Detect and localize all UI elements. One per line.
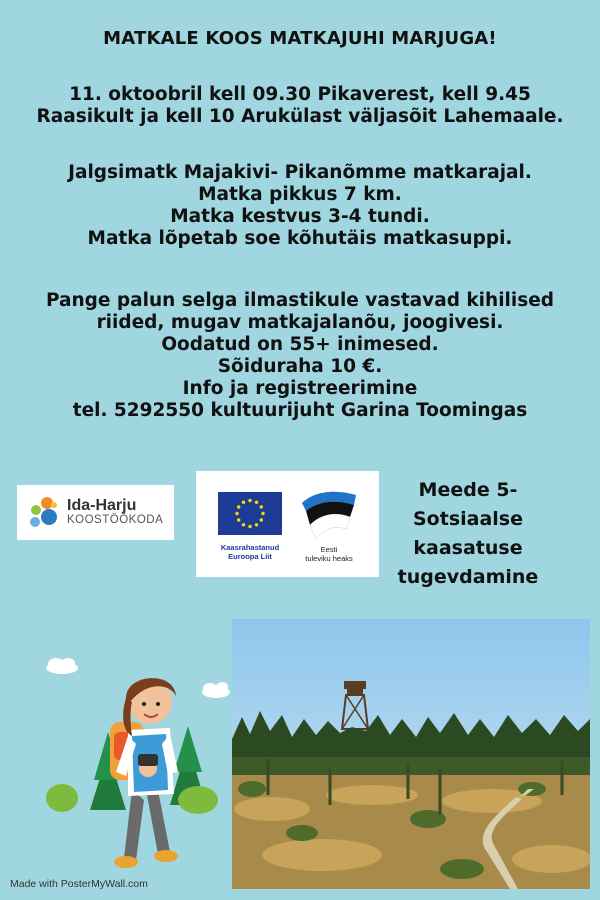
ida-harju-logo [17, 485, 174, 540]
ida-harju-dots-icon [27, 496, 59, 530]
schedule-line: 11. oktoobril kell 09.30 Pikaverest, kell 9.45 [69, 84, 531, 105]
hiker-illustration [20, 640, 235, 875]
bog-landscape-photo [232, 619, 590, 889]
audience-note: Oodatud on 55+ inimesed. [161, 334, 439, 355]
measure-title [380, 476, 556, 592]
ida-harju-name: Ida-Harju [67, 496, 137, 514]
hike-details-block [0, 162, 600, 250]
hike-route: Jalgsimatk Majakivi- Pikanõmme matkarajal. [68, 162, 532, 183]
schedule-block [0, 84, 600, 128]
eu-caption-line: Euroopa Liit [228, 552, 272, 561]
ida-harju-subtitle: KOOSTÖÖKODA [67, 513, 164, 526]
eu-caption-line: Kaasrahastanud [220, 543, 280, 552]
eu-caption [210, 543, 290, 561]
schedule-line: Raasikult ja kell 10 Arukülast väljasõit Lahemaale. [36, 106, 564, 127]
hike-duration: Matka kestvus 3-4 tundi. [170, 206, 430, 227]
eu-flag-icon [218, 492, 282, 535]
fare-note: Sõiduraha 10 €. [217, 356, 383, 377]
estonia-flag-wave-icon [296, 485, 362, 541]
info-block [0, 290, 600, 422]
clothing-note: Pange palun selga ilmastikule vastavad kihilised [45, 290, 555, 311]
hike-ending: Matka lõpetab soe kõhutäis matkasuppi. [87, 228, 513, 249]
postermywall-credit: Made with PosterMyWall.com [10, 878, 148, 890]
poster-title: MATKALE KOOS MATKAJUHI MARJUGA! [103, 28, 497, 49]
clothing-note: riided, mugav matkajalanõu, joogivesi. [96, 312, 504, 333]
measure-line: Meede 5- [418, 479, 518, 501]
estonia-caption-line: Eesti [320, 545, 338, 554]
hike-length: Matka pikkus 7 km. [198, 184, 402, 205]
contact-phone: tel. 5292550 kultuurijuht Garina Toomingas [72, 400, 528, 421]
funding-logos [196, 471, 379, 577]
estonia-caption-line: tuleviku heaks [305, 554, 353, 563]
measure-line: Sotsiaalse [413, 508, 523, 530]
measure-line: tugevdamine [397, 566, 539, 588]
registration-heading: Info ja registreerimine [182, 378, 418, 399]
estonia-caption [294, 545, 364, 563]
measure-line: kaasatuse [413, 537, 523, 559]
